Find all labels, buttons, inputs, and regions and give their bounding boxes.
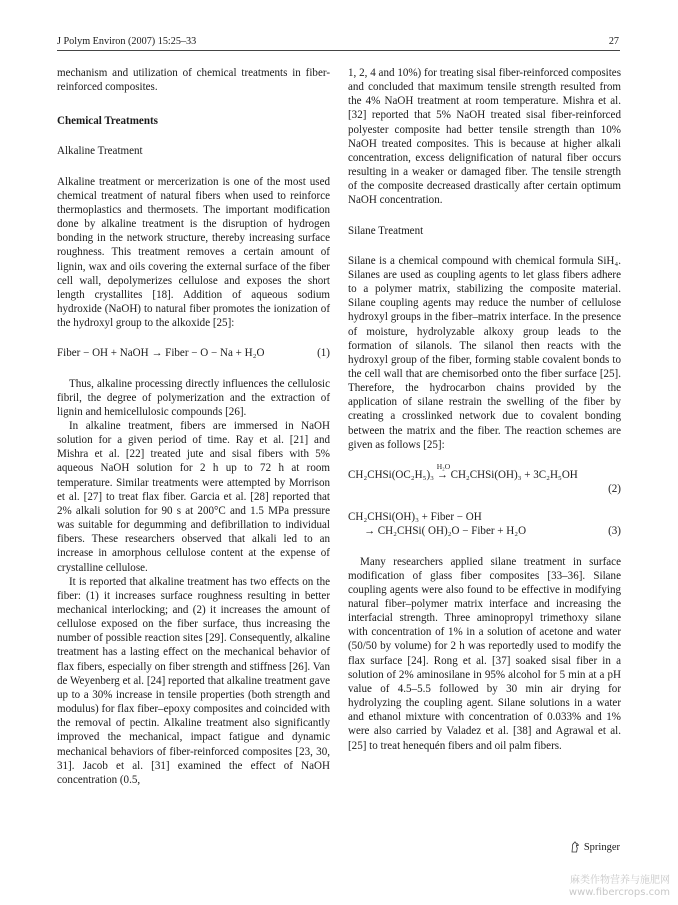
equation-1 (57, 346, 330, 360)
site-watermark (569, 875, 670, 899)
subsection-title-alkaline: Alkaline Treatment (57, 145, 143, 158)
reaction-arrow-condition: H₂O (436, 461, 451, 471)
section-title: Chemical Treatments (57, 115, 158, 128)
equation-2 (348, 461, 621, 482)
equation-2-number: (2) (608, 483, 621, 496)
header-divider (57, 50, 620, 51)
publisher-footer (570, 841, 620, 853)
intro-paragraph: mechanism and utilization of chemical treatments in fiber-reinforced composites. (57, 67, 330, 94)
equation-1-body: Fiber − OH + NaOH → Fiber − O − Na + H₂O (57, 347, 265, 360)
watermark-line-1: 麻类作物营养与施肥网 (570, 875, 670, 886)
paragraph: Many researchers applied silane treatment in surface modification of glass fiber composites [33–36]. Silane coupling agents were also found to be effective in modifying natural fiber–polymer matrix interface and increasing the interfacial strength. Three aminopropyl trimethoxy silane with concentration of 1% in a solution of acetone and water (50/50 by volume) for 2 h was reportedly used to modify the flax surface [24]. Rong et al. [37] soaked sisal fiber in a solution of 2% aminosilane in 95% alcohol for 5 min at a pH value of 4.5–5.5 followed by 30 min air drying for hydrolyzing the coupling agent. Silane solutions in a water and ethanol mixture with concentration of 0.033% and 1% were also carried by Valadez et al. [38] and Agrawal et al. [25] to treat henequén fibers and oil palm fibers. (348, 555, 621, 752)
paragraph: Silane is a chemical compound with chemical formula SiH₄. Silanes are used as coupling agents to let glass fibers adhere to a polymer matrix, stabilizing the composite material. Silane coupling agents may reduce the number of cellulose hydroxyl groups in the fiber–matrix interface. In the presence of moisture, hydrolyzable alkoxy group leads to the formation of silanols. The silanol then reacts with the hydroxyl group of the fiber, forming stable covalent bonds to the cell wall that are chemisorbed onto the fiber surface [25]. Therefore, the hydrocarbon chains provided by the application of silane restrain the swelling of the fiber by creating a crosslinked network due to covalent bonding between the matrix and the fiber. The reaction schemes are given as follows [25]: (348, 254, 621, 451)
equation-3-line-1: CH₂CHSi(OH)₃ + Fiber − OH (348, 511, 482, 524)
paragraph: Thus, alkaline processing directly influences the cellulosic fibril, the degree of polymerization and the extraction of lignin and hemicellulosic compounds [26]. (57, 377, 330, 418)
paragraph: It is reported that alkaline treatment has two effects on the fiber: (1) it increases surface roughness resulting in better mechanical interlocking; and (2) it increases the amount of cellulose exposed on the fiber surface, thus increasing the number of possible reaction sites [29]. Consequently, alkaline treatment has a lasting effect on the mechanical behavior of flax fibers, especially on fiber strength and stiffness [26]. Van de Weyenberg et al. [24] reported that alkaline treatment gave up to a 30% increase in tensile properties (both strength and modulus) for flax fiber–epoxy composites and coincided with the removal of pectin. Alkaline treatment also significantly improved the mechanical, impact fatigue and dynamic mechanical behaviors of fiber-reinforced composites [23, 30, 31]. Jacob et al. [31] examined the effect of NaOH concentration (0.5, (57, 575, 330, 786)
equation-2-product: CH₂CHSi(OH)₃ + 3C₂H₅OH (450, 468, 578, 481)
paragraph: 1, 2, 4 and 10%) for treating sisal fiber-reinforced composites and concluded that maximum tensile strength resulted from the 4% NaOH treatment at room temperature. Mishra et al. [32] reported that 5% NaOH treated sisal fiber-reinforced polyester composite had better tensile strength than 10% NaOH treated composites. This is because at higher alkali concentration, excess delignification of natural fiber occurs resulting in a weaker or damaged fiber. The tensile strength of the composite decreased drastically after certain optimum NaOH concentration. (348, 67, 621, 207)
running-header-journal: J Polym Environ (2007) 15:25–33 (57, 36, 197, 47)
right-column (348, 66, 621, 753)
equation-3-number: (3) (608, 525, 621, 538)
subsection-title-silane: Silane Treatment (348, 224, 424, 237)
reaction-arrow-symbol: → (436, 468, 448, 481)
paragraph: In alkaline treatment, fibers are immersed in NaOH solution for a given period of time. Ray et al. [21] and Mishra et al. [22] treated jute and sisal fibers with 5% aqueous NaOH solution for 2 h up to 72 h at room temperature. Similar treatments were attempted by Morrison et al. [27] to treat flax fiber. Garcia et al. [28] reported that 2% alkali solution for 90 s at 200°C and 1.5 MPa pressure was suitable for degumming and defibrillation to individual fibers. These researchers observed that alkali led to an increase in amorphous cellulose content at the expense of crystalline cellulose. (57, 419, 330, 574)
equation-2-reactant: CH₂CHSi(OC₂H₅)₃ (348, 468, 434, 481)
springer-horse-icon (570, 841, 580, 853)
paragraph: Alkaline treatment or mercerization is one of the most used chemical treatment of natural fibers when used to reinforce thermoplastics and thermosets. The important modification done by alkaline treatment is the disruption of hydrogen bonding in the network structure, thereby increasing surface roughness. This treatment removes a certain amount of lignin, wax and oils covering the external surface of the fiber cell wall, depolymerizes cellulose and exposes the short length crystallites [18]. Addition of aqueous sodium hydroxide (NaOH) to natural fiber promotes the ionization of the hydroxyl group to the alkoxide [25]: (57, 175, 330, 330)
watermark-line-2: www.fibercrops.com (568, 887, 670, 898)
equation-3-line-2: → CH₂CHSi( OH)₂O − Fiber + H₂O (364, 525, 527, 538)
equation-3 (348, 510, 621, 538)
left-column (57, 66, 330, 787)
page-number: 27 (608, 36, 619, 47)
publisher-name: Springer (583, 841, 620, 853)
reaction-arrow (436, 461, 451, 482)
equation-1-number: (1) (317, 347, 330, 360)
